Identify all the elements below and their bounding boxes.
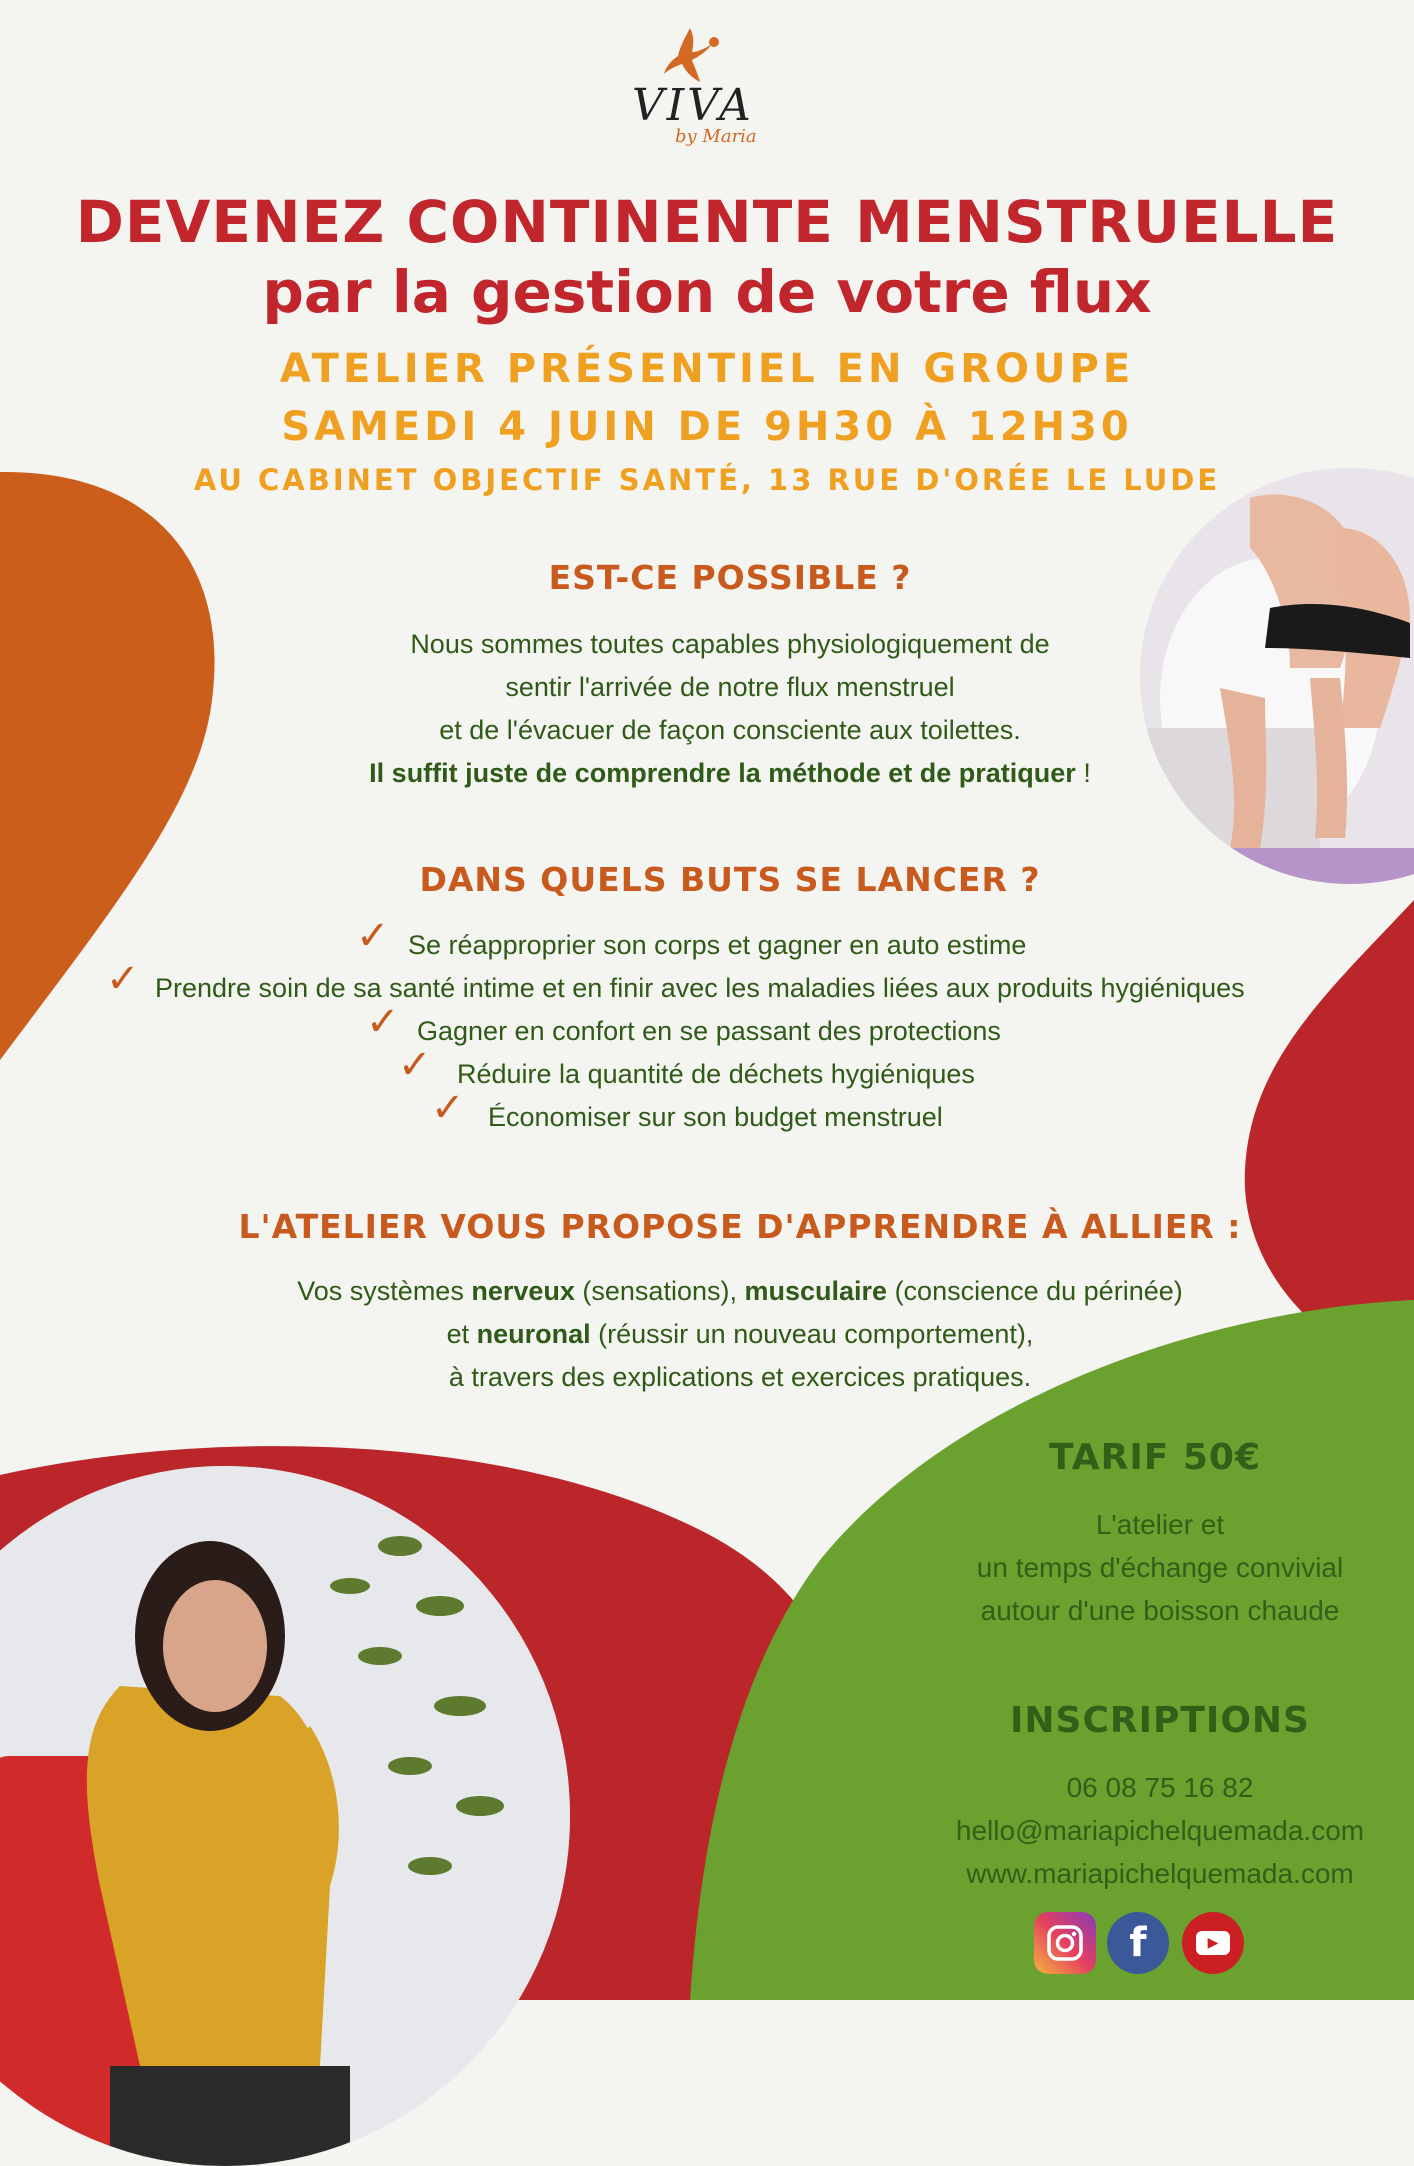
event-location: AU CABINET OBJECTIF SANTÉ, 13 RUE D'ORÉE LE LUDE — [193, 463, 1221, 497]
possible-line-4-bold: Il suffit juste de comprendre la méthode et de pratiquer — [369, 758, 1076, 788]
atelier-heading: L'ATELIER VOUS PROPOSE D'APPRENDRE À ALLIER : — [238, 1207, 1242, 1246]
goal-item: Économiser sur son budget menstruel — [488, 1102, 943, 1132]
green-blob — [690, 1300, 1414, 2000]
website-link[interactable]: www.mariapichelquemada.com — [966, 1858, 1354, 1889]
goal-item: Gagner en confort en se passant des protections — [417, 1016, 1001, 1046]
atelier-line-3: à travers des explications et exercices pratiques. — [448, 1362, 1032, 1392]
price-line-1: L'atelier et — [1095, 1509, 1225, 1540]
atelier-text: (réussir un nouveau comportement), — [590, 1319, 1034, 1349]
facebook-glyph: f — [1129, 1920, 1147, 1966]
check-icon: ✓ — [431, 1085, 465, 1131]
goal-item: Réduire la quantité de déchets hygiéniques — [457, 1059, 975, 1089]
logo-word: VIVA — [632, 80, 754, 131]
contact-info — [920, 1766, 1400, 1895]
possible-heading: EST-CE POSSIBLE ? — [548, 558, 912, 597]
email-link[interactable]: hello@mariapichelquemada.com — [955, 1815, 1365, 1846]
atelier-bold: neuronal — [476, 1319, 591, 1349]
price-description — [920, 1503, 1400, 1632]
logo-subtitle: by Maria — [675, 126, 757, 147]
main-title: DEVENEZ CONTINENTE MENSTRUELLE — [75, 188, 1339, 256]
atelier-paragraph — [180, 1270, 1300, 1399]
atelier-text: et — [446, 1319, 477, 1349]
phone-number[interactable]: 06 08 75 16 82 — [1066, 1772, 1254, 1803]
atelier-line-1 — [180, 1270, 1300, 1313]
main-subtitle: par la gestion de votre flux — [262, 258, 1152, 326]
youtube-play-box — [1196, 1931, 1230, 1955]
instagram-glyph — [1045, 1923, 1085, 1963]
event-date: SAMEDI 4 JUIN DE 9H30 À 12H30 — [281, 404, 1133, 450]
possible-line-3: et de l'évacuer de façon consciente aux toilettes. — [439, 715, 1021, 745]
check-icon: ✓ — [366, 999, 400, 1045]
youtube-play-icon: ▶ — [1207, 1935, 1219, 1951]
check-icon: ✓ — [398, 1042, 432, 1088]
possible-paragraph — [300, 623, 1160, 795]
price-title: TARIF 50€ — [1048, 1437, 1261, 1478]
registration-title: INSCRIPTIONS — [1010, 1700, 1310, 1741]
possible-line-1: Nous sommes toutes capables physiologiquement de — [410, 629, 1050, 659]
instagram-icon[interactable] — [1034, 1912, 1096, 1974]
check-icon: ✓ — [106, 956, 140, 1002]
goal-item: Prendre soin de sa santé intime et en finir avec les maladies liées aux produits hygiéniques — [155, 973, 1245, 1003]
atelier-bold: musculaire — [744, 1276, 888, 1306]
goals-heading: DANS QUELS BUTS SE LANCER ? — [419, 860, 1041, 899]
goal-item: Se réapproprier son corps et gagner en auto estime — [408, 930, 1027, 960]
atelier-text: Vos systèmes — [297, 1276, 472, 1306]
event-type: ATELIER PRÉSENTIEL EN GROUPE — [279, 346, 1135, 392]
atelier-line-2 — [180, 1313, 1300, 1356]
price-line-3: autour d'une boisson chaude — [980, 1595, 1340, 1626]
price-line-2: un temps d'échange convivial — [976, 1552, 1344, 1583]
atelier-bold: nerveux — [471, 1276, 575, 1306]
possible-line-4 — [300, 752, 1160, 795]
check-icon: ✓ — [356, 913, 390, 959]
facebook-icon[interactable] — [1107, 1912, 1169, 1974]
youtube-icon[interactable] — [1182, 1912, 1244, 1974]
atelier-text: (conscience du périnée) — [887, 1276, 1183, 1306]
atelier-text: (sensations), — [574, 1276, 745, 1306]
possible-line-4-end: ! — [1075, 758, 1091, 788]
possible-line-2: sentir l'arrivée de notre flux menstruel — [505, 672, 955, 702]
viva-logo — [620, 22, 760, 162]
